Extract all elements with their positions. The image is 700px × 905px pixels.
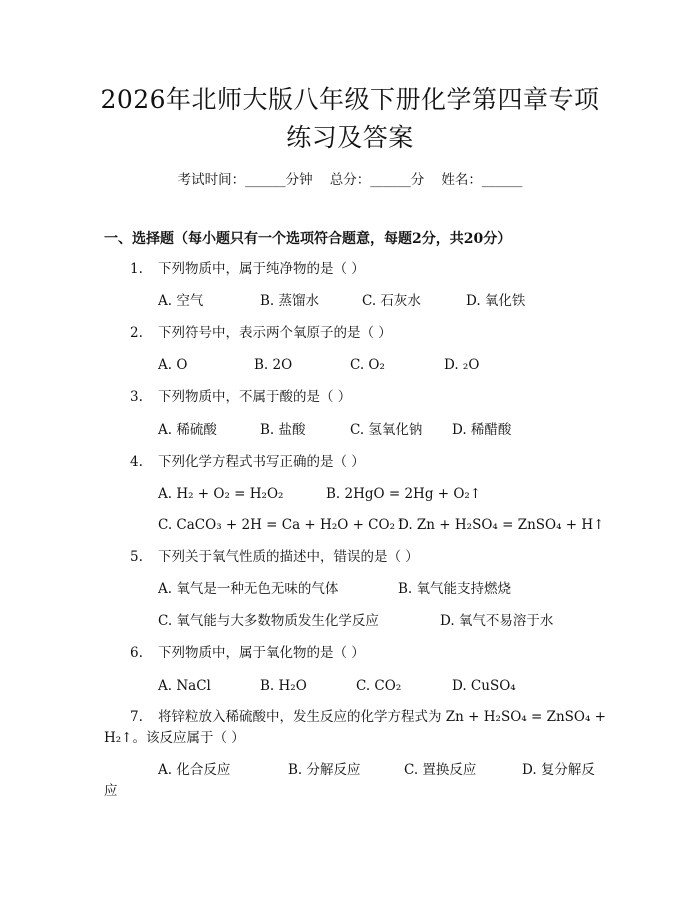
option-b: B. 蒸馏水 <box>260 293 320 309</box>
option-c: C. 置换反应 <box>404 762 477 778</box>
question-stem: 下列化学方程式书写正确的是（ ） <box>158 454 365 470</box>
option-d: D. 氧化铁 <box>466 293 526 309</box>
question-number: 3. <box>130 389 143 405</box>
question-stem: 下列物质中，属于氧化物的是（ ） <box>158 645 365 661</box>
option-a: A. NaCl <box>158 678 211 694</box>
option-c: C. CO₂ <box>356 678 402 694</box>
question-number: 5. <box>130 549 143 565</box>
option-d-wrap: 应 <box>104 783 118 799</box>
option-b: B. 盐酸 <box>260 422 306 438</box>
option-c: C. CaCO₃ + 2H = Ca + H₂O + CO₂↑ <box>158 517 407 533</box>
question-stem: 下列关于氧气性质的描述中，错误的是（ ） <box>158 549 419 565</box>
option-b: B. 氧气能支持燃烧 <box>398 581 512 597</box>
question-stem: 下列物质中，属于纯净物的是（ ） <box>158 261 365 277</box>
question-number: 6. <box>130 645 143 661</box>
question-number: 2. <box>130 325 143 341</box>
document-title-line1: 2026年北师大版八年级下册化学第四章专项 <box>100 85 600 114</box>
option-b: B. H₂O <box>260 678 307 694</box>
option-d: D. 稀醋酸 <box>452 422 512 438</box>
option-d: D. CuSO₄ <box>452 678 516 694</box>
option-d: D. ₂O <box>444 357 480 373</box>
question-stem-line1: 将锌粒放入稀硫酸中，发生反应的化学方程式为 Zn + H₂SO₄ = ZnSO₄ + <box>158 709 606 725</box>
option-a: A. 空气 <box>158 293 204 309</box>
option-b: B. 2O <box>254 357 293 373</box>
option-d: D. 复分解反 <box>522 762 595 778</box>
question-number: 7. <box>130 709 143 725</box>
option-a: A. O <box>158 357 188 373</box>
option-a: A. H₂ + O₂ = H₂O₂ <box>158 486 284 502</box>
question-stem-line2: H₂↑。该反应属于（ ） <box>104 730 245 746</box>
option-b: B. 2HgO = 2Hg + O₂↑ <box>326 486 482 502</box>
option-c: C. 氢氧化钠 <box>350 422 423 438</box>
question-stem: 下列物质中，不属于酸的是（ ） <box>158 389 352 405</box>
option-b: B. 分解反应 <box>288 762 361 778</box>
option-a: A. 氧气是一种无色无味的气体 <box>158 581 339 597</box>
option-c: C. 氧气能与大多数物质发生化学反应 <box>158 613 379 629</box>
exam-info-line: 考试时间：______分钟 总分：______分 姓名：______ <box>177 172 523 188</box>
document-title-line2: 练习及答案 <box>286 123 414 152</box>
option-c: C. 石灰水 <box>362 293 421 309</box>
option-d: D. 氧气不易溶于水 <box>440 613 554 629</box>
section-heading-choice: 一、选择题（每小题只有一个选项符合题意，每题2分，共20分） <box>104 231 512 247</box>
option-c: C. O₂ <box>350 357 385 373</box>
question-stem: 下列符号中，表示两个氧原子的是（ ） <box>158 325 392 341</box>
option-a: A. 稀硫酸 <box>158 422 217 438</box>
question-number: 1. <box>130 261 143 277</box>
option-a: A. 化合反应 <box>158 762 231 778</box>
option-d: D. Zn + H₂SO₄ = ZnSO₄ + H↑ <box>398 517 605 533</box>
question-number: 4. <box>130 454 143 470</box>
